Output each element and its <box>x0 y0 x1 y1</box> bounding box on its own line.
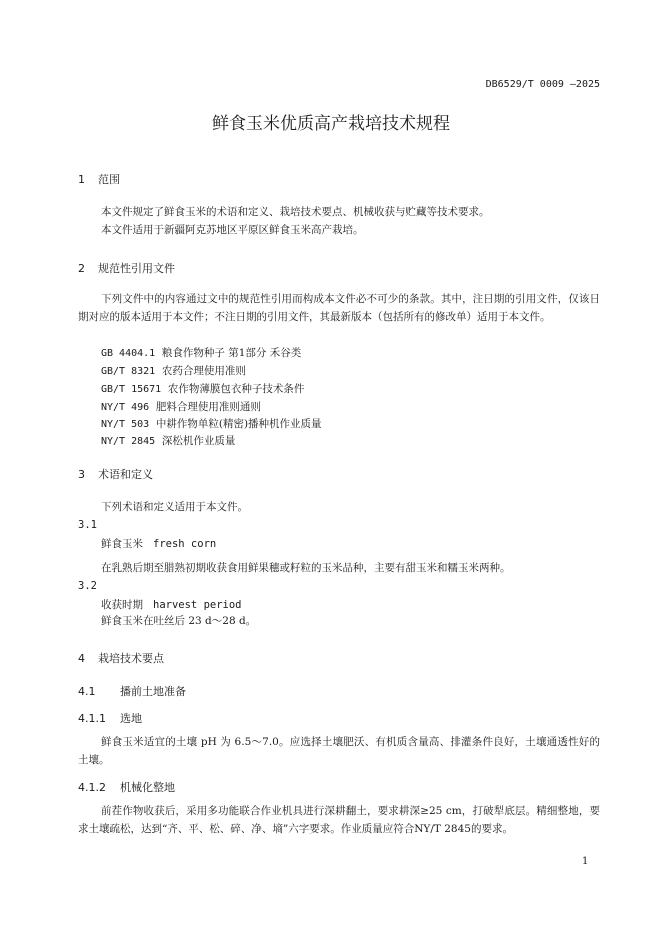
reference-item <box>101 433 235 448</box>
section-number: 4.1.2 <box>78 781 106 794</box>
section-number: 1 <box>78 173 85 186</box>
section-3-heading <box>78 466 153 482</box>
section-number: 4 <box>78 652 85 665</box>
page-number: 1 <box>582 856 589 867</box>
section-number: 2 <box>78 262 85 275</box>
reference-name: 农药合理使用准则 <box>161 365 246 377</box>
reference-item <box>101 363 246 378</box>
paragraph: 前茬作物收获后，采用多功能联合作业机具进行深耕翻土，要求耕深≥25 cm，打破犁底层。精细整地，要求土壤疏松，达到“齐、平、松、碎、净、墒”六字要求。作业质量应符合NY/T 2845的要求。 <box>78 805 600 835</box>
reference-item <box>101 381 304 396</box>
section-title: 播前土地准备 <box>120 685 186 698</box>
document-title: 鲜食玉米优质高产栽培技术规程 <box>212 114 450 134</box>
section-title: 栽培技术要点 <box>98 652 164 665</box>
reference-code: GB/T 8321 <box>101 366 156 377</box>
section-number: 4.1.1 <box>78 712 106 725</box>
section-number: 3 <box>78 468 85 481</box>
section-title: 术语和定义 <box>98 468 153 481</box>
section-title: 机械化整地 <box>120 781 175 794</box>
reference-code: NY/T 503 <box>101 419 150 430</box>
section-1-heading <box>78 171 120 187</box>
reference-name: 肥料合理使用准则通则 <box>155 401 261 413</box>
reference-item <box>101 345 301 360</box>
term-en: harvest period <box>153 599 242 611</box>
section-4-1-2-heading <box>78 779 175 795</box>
reference-code: NY/T 2845 <box>101 436 156 447</box>
term-title <box>101 597 242 612</box>
section-title: 范围 <box>98 173 120 186</box>
reference-name: 中耕作物单粒(精密)播种机作业质量 <box>155 418 322 430</box>
section-title: 选地 <box>120 712 142 725</box>
reference-code: GB/T 15671 <box>101 384 162 395</box>
reference-code: NY/T 496 <box>101 402 150 413</box>
reference-code: GB 4404.1 <box>101 348 156 359</box>
reference-name: 农作物薄膜包衣种子技术条件 <box>167 383 305 395</box>
term-en: fresh corn <box>153 538 217 550</box>
term-definition: 鲜食玉米在吐丝后 23 d～28 d。 <box>101 615 257 627</box>
reference-item <box>101 399 261 414</box>
paragraph: 鲜食玉米适宜的土壤 pH 为 6.5～7.0。应选择土壤肥沃、有机质含量高、排灌条件良好，土壤通透性好的土壤。 <box>78 736 600 766</box>
term-number: 3.1 <box>78 519 97 531</box>
reference-name: 粮食作物种子 第1部分 禾谷类 <box>161 347 302 359</box>
section-4-heading <box>78 650 164 666</box>
standard-code: DB6529/T 0009 —2025 <box>485 79 600 90</box>
section-4-1-1-heading <box>78 710 142 726</box>
section-4-1-heading <box>78 683 186 699</box>
section-number: 4.1 <box>78 685 96 698</box>
term-zh: 收获时期 <box>101 599 143 611</box>
term-title <box>101 536 216 551</box>
reference-name: 深松机作业质量 <box>161 435 236 447</box>
paragraph: 本文件适用于新疆阿克苏地区平原区鲜食玉米高产栽培。 <box>101 224 364 236</box>
paragraph: 下列文件中的内容通过文中的规范性引用而构成本文件必不可少的条款。其中，注日期的引用文件，仅该日期对应的版本适用于本文件；不注日期的引用文件，其最新版本（包括所有的修改单）适用于本文件。 <box>78 293 600 323</box>
section-title: 规范性引用文件 <box>98 262 175 275</box>
term-definition: 在乳熟后期至腊熟初期收获食用鲜果穗或籽粒的玉米品种，主要有甜玉米和糯玉米两种。 <box>101 562 511 574</box>
term-zh: 鲜食玉米 <box>101 538 143 550</box>
paragraph: 本文件规定了鲜食玉米的术语和定义、栽培技术要点、机械收获与贮藏等技术要求。 <box>101 206 490 218</box>
section-2-heading <box>78 260 175 276</box>
paragraph: 下列术语和定义适用于本文件。 <box>101 501 248 513</box>
reference-item <box>101 416 322 431</box>
term-number: 3.2 <box>78 580 97 592</box>
